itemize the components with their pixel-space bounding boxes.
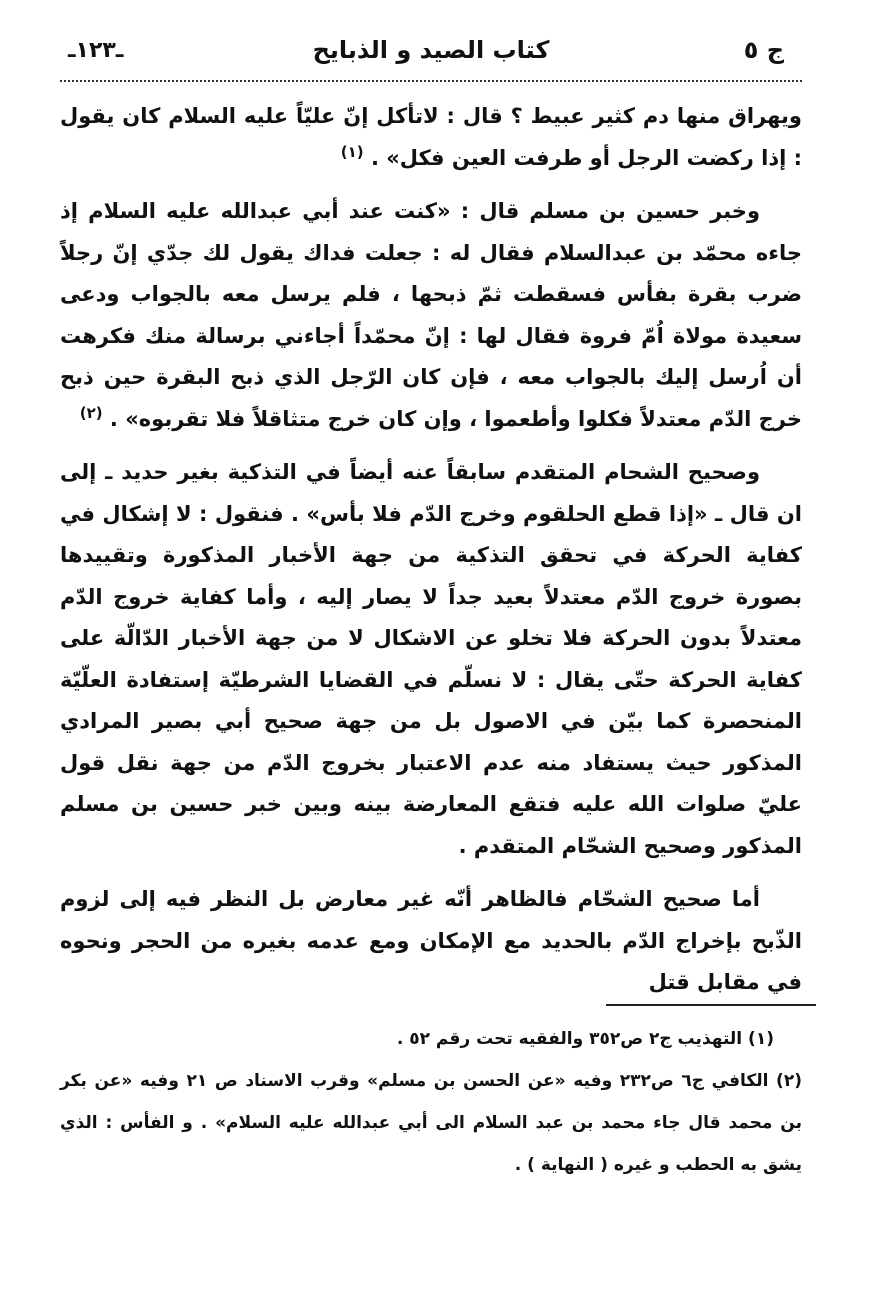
volume-label: ج ٥ (743, 36, 784, 64)
paragraph-2-text: وخبر حسين بن مسلم قال : «كنت عند أبي عبدالله عليه السلام إذ جاءه محمّد بن عبدالسلام فقال له : جعلت فداك يقول لك جدّي إنّ رجلاً ضرب بقرة بفأس فسقطت ثمّ ذبحها ، فلم يرسل معه بالجواب ودعى سعيدة مولاة اُمّ فروة فقال لها : إنّ محمّداً أجاءني برسالة منك فكرهت أن اُرسل إليك بالجواب معه ، فإن كان الرّجل الذي ذبح البقرة حين ذبح خرج الدّم معتدلاً فكلوا وأطعموا ، وإن كان خرج متثاقلاً فلا تقربوه» . (60, 199, 802, 431)
chapter-title: كتاب الصيد و الذبايح (312, 36, 550, 64)
paragraph-1 (60, 96, 802, 179)
paragraph-2 (60, 191, 802, 440)
running-header (60, 36, 802, 82)
paragraph-1-text: ويهراق منها دم كثير عبيط ؟ قال : لاتأكل إنّ عليّاً عليه السلام كان يقول : إذا ركضت الرجل أو طرفت العين فكل» . (60, 104, 802, 170)
footnotes (60, 1018, 802, 1186)
main-text (60, 96, 802, 1004)
footnote-ref-2: (٢) (79, 403, 103, 422)
paragraph-3: وصحيح الشحام المتقدم سابقاً عنه أيضاً في التذكية بغير حديد ـ إلى ان قال ـ «إذا قطع الحلقوم وخرج الدّم فلا بأس» . فنقول : لا إشكال في كفاية الحركة في تحقق التذكية من جهة الأخبار المذكورة وتقييدها بصورة خروج الدّم معتدلاً بعيد جداً لا يصار إليه ، وأما كفاية خروج الدّم معتدلاً بدون الحركة فلا تخلو عن الاشكال لا من جهة الأخبار الدّالّة على كفاية الحركة حتّى يقال : لا نسلّم في القضايا الشرطيّة إستفادة العلّيّة المنحصرة كما بيّن في الاصول بل من جهة صحيح أبي بصير المرادي المذكور حيث يستفاد منه عدم الاعتبار بخروج الدّم من جهة نقل قول عليّ صلوات الله عليه فتقع المعارضة بينه وبين خبر حسين بن مسلم المذكور وصحيح الشحّام المتقدم . (60, 460, 802, 858)
book-page (60, 0, 802, 1312)
footnote-1: (١) التهذيب ج٢ ص٣٥٢ والفقيه تحت رقم ٥٢ . (396, 1029, 774, 1049)
page-number: ـ١٢٣ـ (68, 38, 124, 63)
paragraph-4: أما صحيح الشحّام فالظاهر أنّه غير معارض بل النظر فيه إلى لزوم الذّبح بإخراج الدّم بالحديد مع الإمكان ومع عدمه بغيره من الحجر ونحوه في مقابل قتل (60, 887, 802, 994)
footnote-ref-1: (١) (340, 142, 364, 161)
footnote-2: (٢) الكافي ج٦ ص٢٣٢ وفيه «عن الحسن بن مسلم» وقرب الاسناد ص ٢١ وفيه «عن بكر بن محمد قال جاء محمد بن عبد السلام الى أبي عبدالله عليه السلام» . و الفأس : الذي يشق به الحطب و غيره ( النهاية ) . (60, 1071, 802, 1175)
footnote-divider (606, 1004, 816, 1006)
